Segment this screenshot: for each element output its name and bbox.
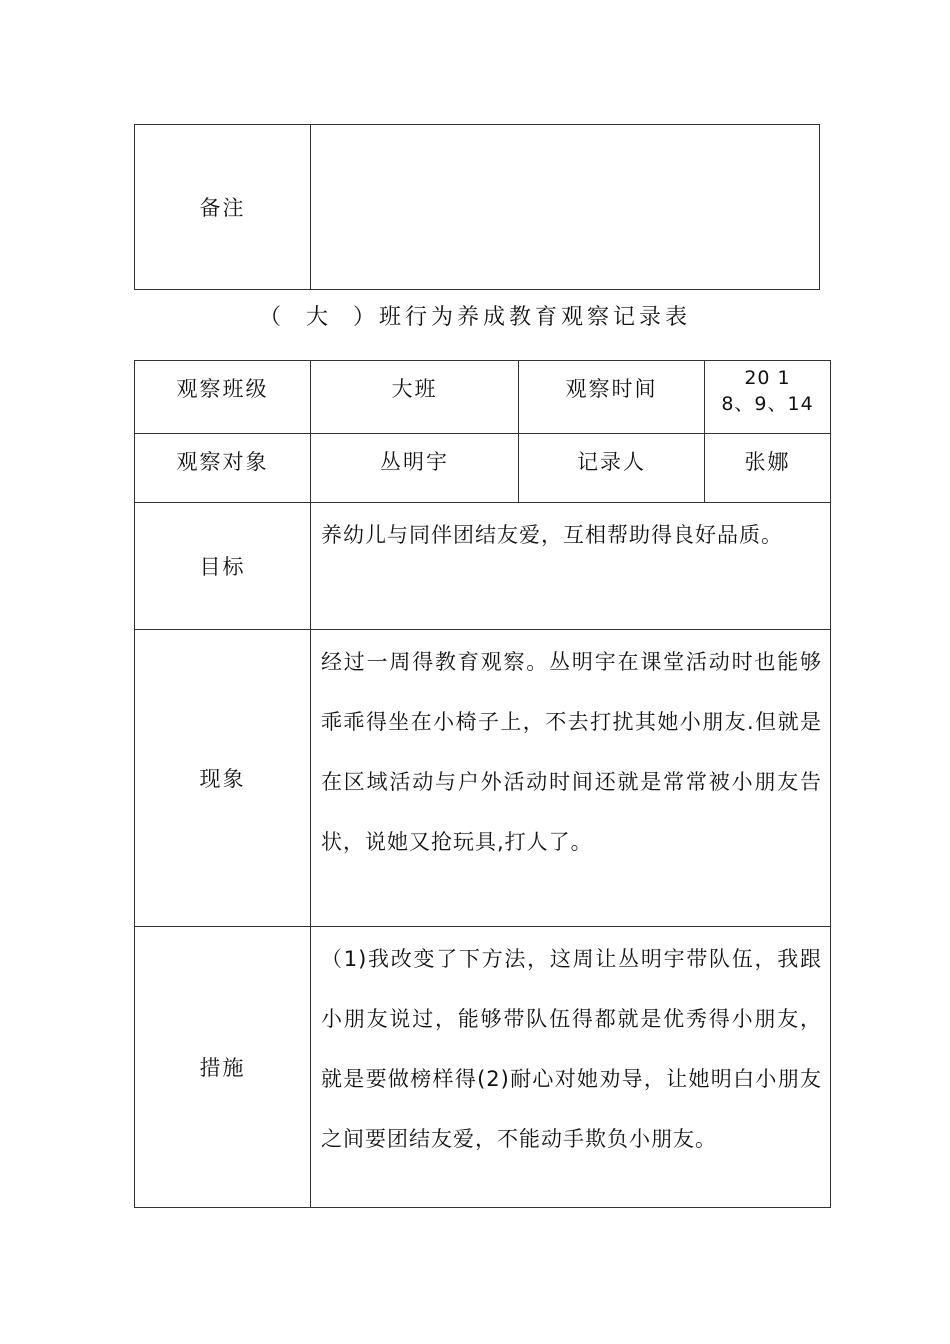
phenomenon-label: 现象 [135, 630, 311, 927]
observation-table [134, 360, 831, 1208]
measures-label: 措施 [135, 927, 311, 1208]
remarks-label: 备注 [135, 125, 311, 290]
phenomenon-text: 经过一周得教育观察。丛明宇在课堂活动时也能够乖乖得坐在小椅子上，不去打扰其她小朋友.但就是在区域活动与户外活动时间还就是常常被小朋友告状，说她又抢玩具,打人了。 [311, 630, 831, 927]
class-label: 观察班级 [135, 361, 311, 434]
subject-label: 观察对象 [135, 434, 311, 503]
document-title: （ 大 ）班行为养成教育观察记录表 [259, 305, 691, 330]
class-value: 大班 [311, 361, 519, 434]
remarks-value [311, 125, 820, 290]
remarks-table [134, 124, 820, 290]
recorder-label: 记录人 [519, 434, 705, 503]
time-value [705, 361, 831, 434]
measures-text: （1)我改变了下方法，这周让丛明宇带队伍，我跟小朋友说过，能够带队伍得都就是优秀得小朋友，就是要做榜样得(2)耐心对她劝导，让她明白小朋友之间要团结友爱，不能动手欺负小朋友。 [311, 927, 831, 1208]
time-value-line1: 20 1 [744, 367, 791, 389]
time-value-line2: 8、9、14 [721, 393, 814, 415]
time-label: 观察时间 [519, 361, 705, 434]
goal-label: 目标 [135, 503, 311, 630]
subject-value: 丛明宇 [311, 434, 519, 503]
recorder-value: 张娜 [705, 434, 831, 503]
goal-text: 养幼儿与同伴团结友爱，互相帮助得良好品质。 [311, 503, 831, 630]
